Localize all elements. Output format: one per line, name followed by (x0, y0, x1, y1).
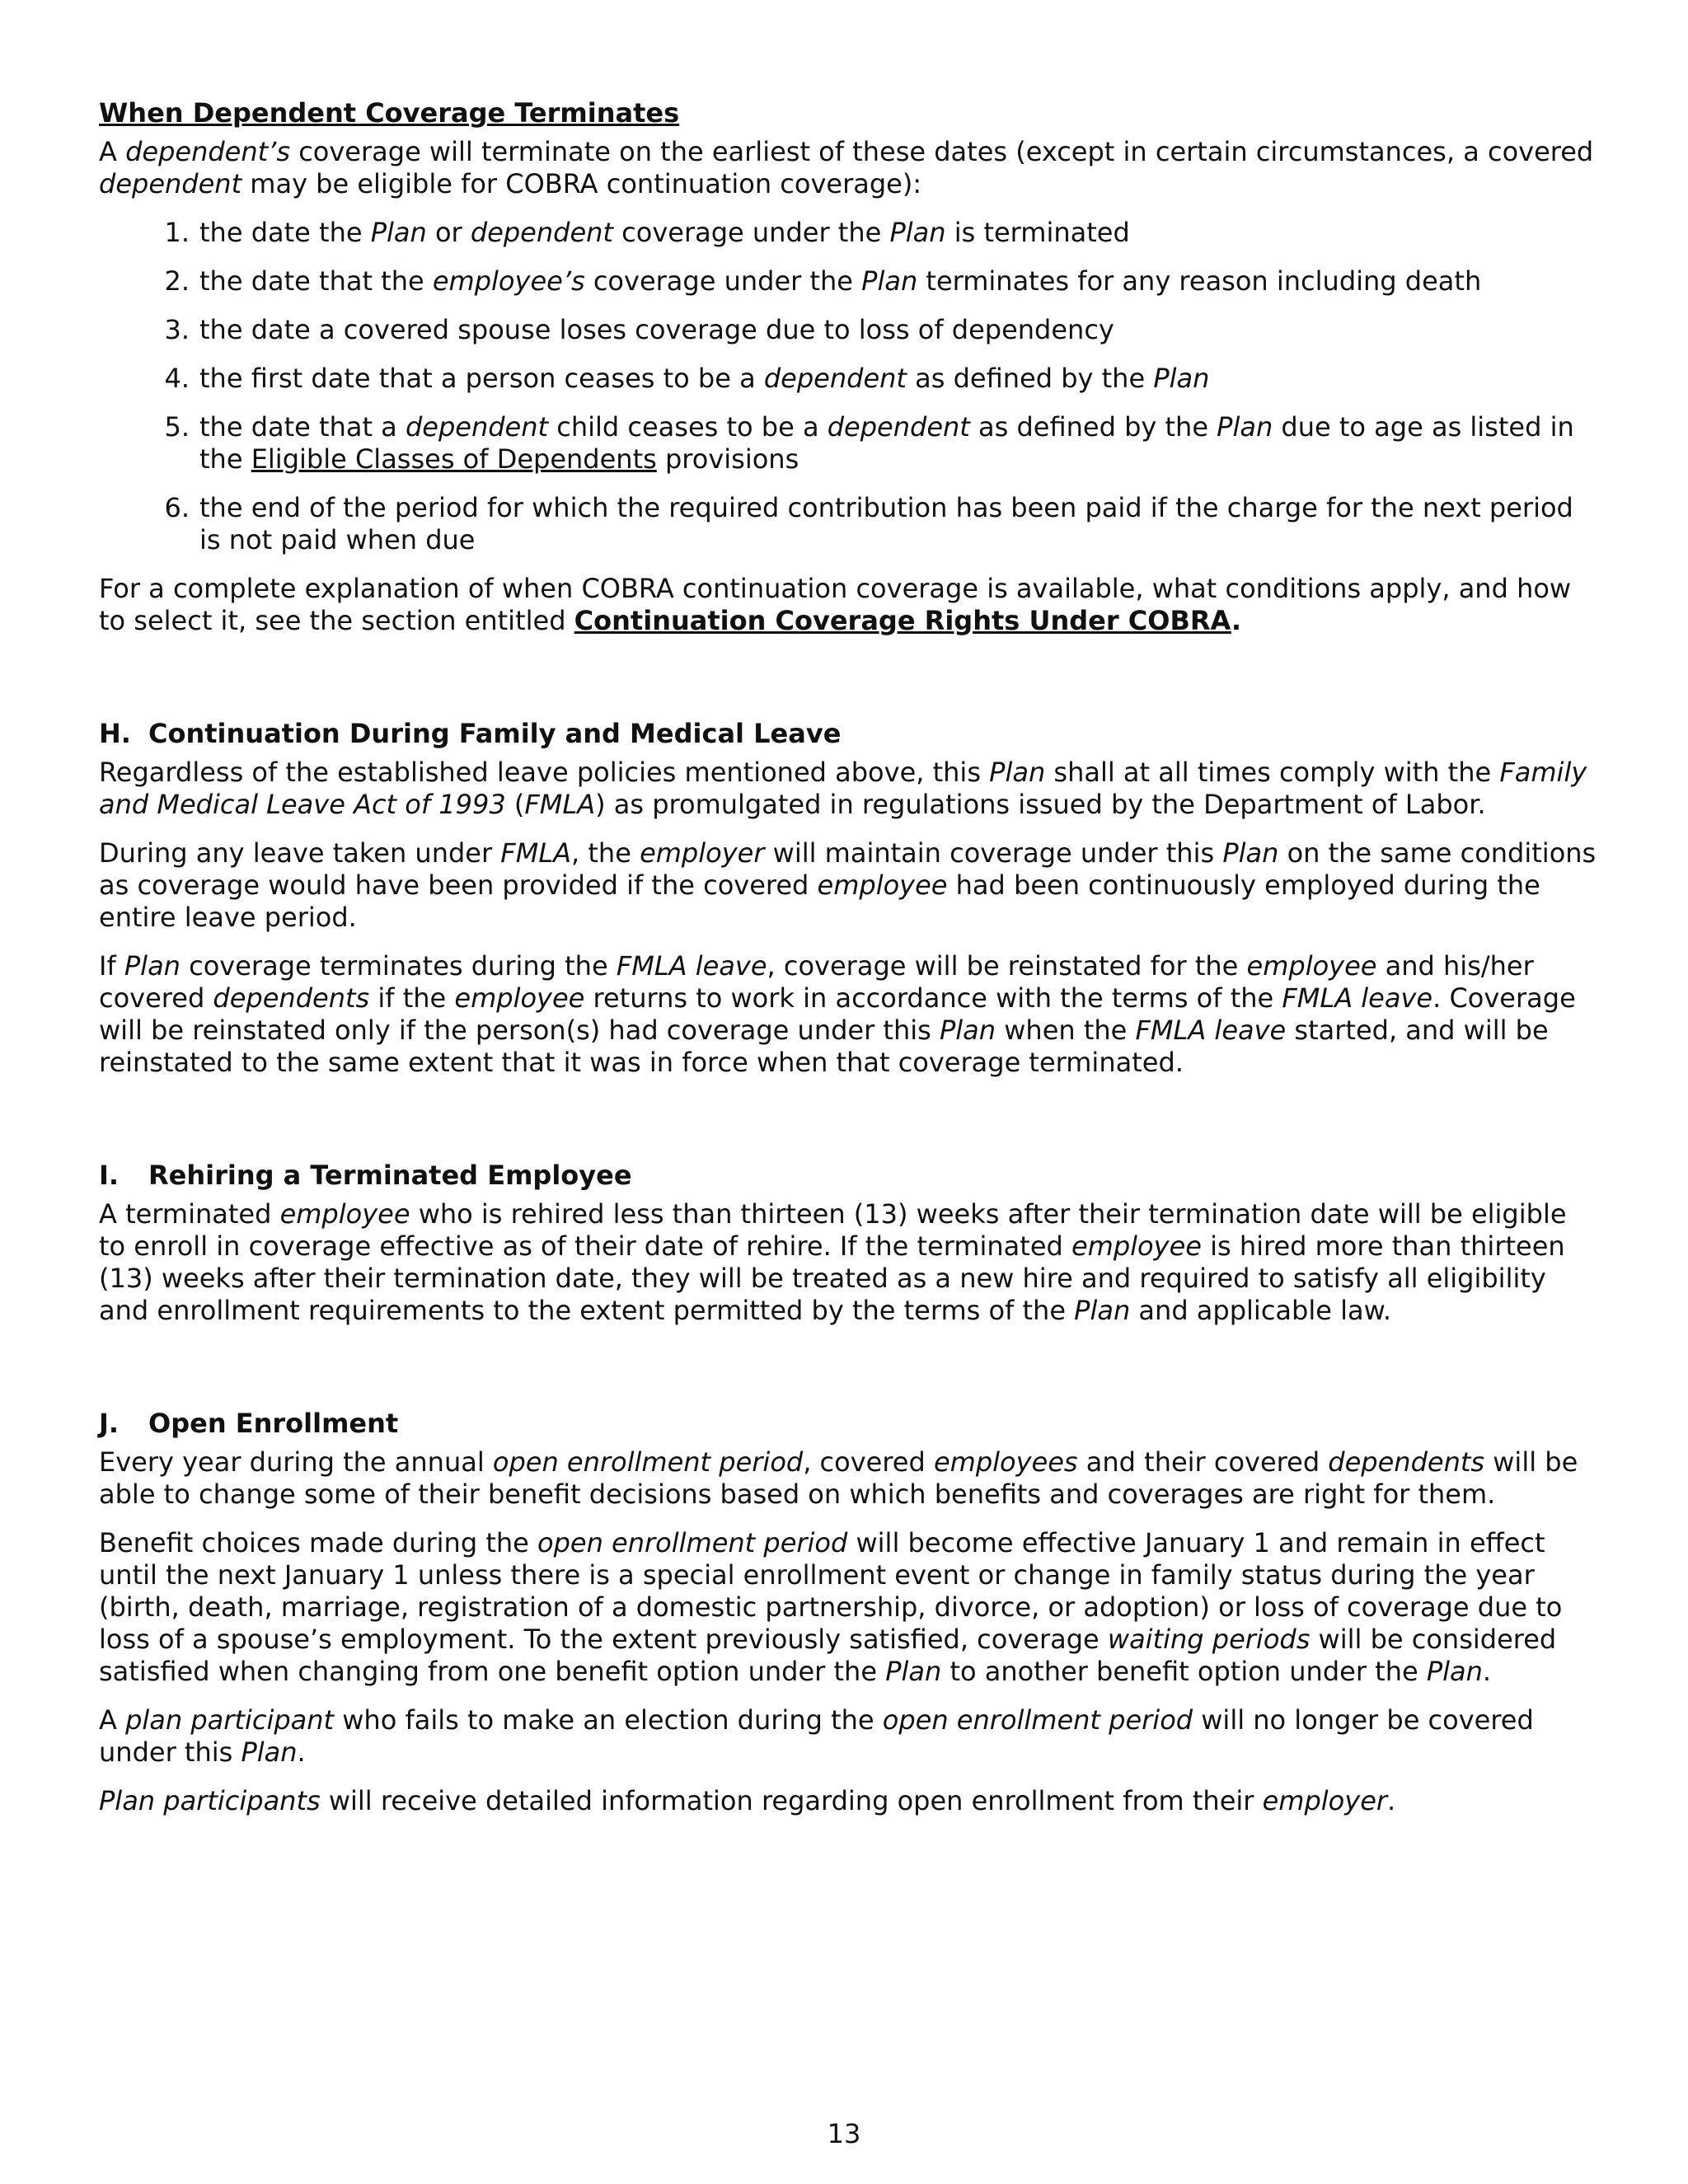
text-run: employee (454, 982, 585, 1014)
text-run: had been continuously employed during the entire leave period. (99, 869, 1540, 933)
text-run: Every year during the annual (99, 1446, 493, 1478)
dependent-termination-intro (99, 136, 1599, 200)
text-run: , the (571, 837, 640, 869)
list-number: 2. (164, 265, 190, 297)
list-item (99, 492, 1599, 556)
text-run: may be eligible for COBRA continuation coverage): (241, 168, 922, 199)
text-run: open enrollment period (882, 1704, 1193, 1736)
text-run: dependent (470, 217, 613, 248)
text-run: A (99, 1704, 126, 1736)
text-run: is hired more than thirteen (13) weeks after their termination date, they will be treated as a new hire and required to satisfy all eligibility and enrollment requirements to the extent permitted by the terms of the (99, 1230, 1565, 1326)
text-run: and applicable law. (1130, 1295, 1391, 1326)
text-run: Plan (885, 1656, 942, 1687)
text-run: employer (640, 837, 765, 869)
text-run: employee (817, 869, 948, 901)
text-run: employee (1246, 950, 1377, 982)
text-run: coverage will terminate on the earliest of these dates (except in certain circumstances, a covered (290, 136, 1594, 167)
text-run: who fails to make an election during the (334, 1704, 883, 1736)
text-run: Plan (1222, 837, 1279, 869)
page-number: 13 (827, 2118, 861, 2149)
cobra-note (99, 573, 1599, 637)
text-run: and his/her covered (99, 950, 1534, 1014)
text-run: will be considered satisfied when changing from one benefit option under the (99, 1624, 1557, 1687)
text-run: dependent (763, 363, 907, 394)
section-i-heading (99, 1160, 1599, 1192)
text-run: . (1231, 605, 1241, 636)
text-run: , coverage will be reinstated for the (767, 950, 1247, 982)
text-run: on the same conditions as coverage would have been provided if the covered (99, 837, 1597, 901)
text-run: For a complete explanation of when COBRA continuation coverage is available, what conditions apply, and how to select it, see the section entitled (99, 573, 1572, 636)
text-run: due to age as listed in the (199, 411, 1574, 475)
list-item (99, 411, 1599, 476)
text-run: Family and Medical Leave Act of 1993 (99, 757, 1587, 820)
section-h-paragraph (99, 757, 1599, 821)
text-run: will maintain coverage under this (764, 837, 1223, 869)
section-j-paragraph (99, 1446, 1599, 1511)
section-title: Rehiring a Terminated Employee (148, 1160, 632, 1191)
text-run: coverage under the (612, 217, 890, 248)
text-run: who is rehired less than thirteen (13) weeks after their termination date will be eligible to enroll in coverage effective as of their date of rehire. If the terminated (99, 1198, 1567, 1262)
text-run: Plan participants (99, 1785, 321, 1816)
text-run: , covered (803, 1446, 934, 1478)
section-title: Open Enrollment (148, 1408, 399, 1439)
text-run: Continuation Coverage Rights Under COBRA (574, 605, 1231, 636)
text-run: dependent (405, 411, 549, 443)
text-run: employees (933, 1446, 1078, 1478)
text-run: when the (996, 1015, 1136, 1046)
text-run: returns to work in accordance with the terms of the (584, 982, 1282, 1014)
section-j-paragraph (99, 1785, 1599, 1817)
dependent-termination-heading: When Dependent Coverage Terminates (99, 97, 680, 129)
text-run: FMLA leave (1135, 1015, 1287, 1046)
text-run: child ceases to be a (548, 411, 828, 443)
list-item-text (199, 265, 1481, 297)
list-item-text (199, 217, 1130, 248)
text-run: to another benefit option under the (941, 1656, 1427, 1687)
text-run: Plan (1217, 411, 1273, 443)
text-run: Plan (989, 757, 1046, 788)
section-label: J. (99, 1408, 120, 1439)
text-run: . (297, 1736, 306, 1768)
text-run: dependent (827, 411, 970, 443)
text-run: will become effective January 1 and remain in effect until the next January 1 unless there is a special enrollment event or change in family status during the year (birth, death, marriage, registration of a domestic partnership, divorce, or adoption) or loss of coverage due to loss of a spouse’s employment. To the extent previously satisfied, coverage (99, 1527, 1563, 1655)
text-run: employee (279, 1198, 410, 1230)
text-run: as defined by the (906, 363, 1154, 394)
text-run: dependent’s (125, 136, 291, 167)
text-run: employee’s (432, 265, 585, 297)
section-i-paragraph (99, 1198, 1599, 1327)
termination-dates-list (99, 217, 1599, 556)
text-run: will receive detailed information regarding open enrollment from their (320, 1785, 1263, 1816)
text-run: FMLA leave (1282, 982, 1433, 1014)
text-run: or (426, 217, 471, 248)
text-run: provisions (656, 443, 799, 475)
text-run: the date a covered spouse loses coverage due to loss of dependency (199, 314, 1114, 345)
list-number: 3. (164, 314, 190, 345)
text-run: the date that a (199, 411, 406, 443)
text-run: ) as promulgated in regulations issued by the Department of Labor. (595, 789, 1486, 820)
text-run: FMLA (500, 837, 572, 869)
text-run: Regardless of the established leave policies mentioned above, this (99, 757, 990, 788)
list-number: 5. (164, 411, 190, 443)
text-run: Plan (241, 1736, 298, 1768)
text-run: the date the (199, 217, 371, 248)
text-run: waiting periods (1107, 1624, 1311, 1655)
text-run: Plan (889, 217, 946, 248)
text-run: the end of the period for which the required contribution has been paid if the charge for the next period is not paid when due (199, 492, 1573, 555)
text-run: is terminated (945, 217, 1130, 248)
section-h-paragraph (99, 837, 1599, 934)
list-item (99, 265, 1599, 298)
text-run: and their covered (1077, 1446, 1329, 1478)
list-item-text (199, 363, 1209, 394)
text-run: dependents (1328, 1446, 1485, 1478)
text-run: A (99, 136, 126, 167)
section-label: H. (99, 718, 131, 749)
text-run: employee (1071, 1230, 1202, 1262)
text-run: open enrollment period (537, 1527, 848, 1558)
document-page (99, 97, 1599, 1834)
text-run: started, and will be reinstated to the same extent that it was in force when that coverage terminated. (99, 1015, 1549, 1078)
text-run: as defined by the (969, 411, 1217, 443)
text-run: if the (369, 982, 455, 1014)
text-run: . (1482, 1656, 1492, 1687)
text-run: coverage under the (584, 265, 862, 297)
list-item (99, 314, 1599, 346)
text-run: Eligible Classes of Dependents (251, 443, 657, 475)
section-j-paragraph (99, 1704, 1599, 1769)
text-run: will no longer be covered under this (99, 1704, 1534, 1768)
list-item (99, 363, 1599, 395)
text-run: employer (1262, 1785, 1388, 1816)
text-run: Plan (861, 265, 918, 297)
section-j-paragraph (99, 1527, 1599, 1688)
text-run: Plan (370, 217, 427, 248)
list-item-text (199, 314, 1114, 345)
text-run: FMLA (524, 789, 596, 820)
text-run: Plan (1153, 363, 1210, 394)
text-run: plan participant (125, 1704, 335, 1736)
text-run: During any leave taken under (99, 837, 501, 869)
list-number: 4. (164, 363, 190, 394)
text-run: the date that the (199, 265, 433, 297)
text-run: Plan (1074, 1295, 1131, 1326)
text-run: open enrollment period (492, 1446, 804, 1478)
text-run: If (99, 950, 124, 982)
text-run: A terminated (99, 1198, 280, 1230)
text-run: . (1387, 1785, 1396, 1816)
text-run: Plan (124, 950, 181, 982)
text-run: . Coverage will be reinstated only if the person(s) had coverage under this (99, 982, 1576, 1046)
section-j-heading (99, 1408, 1599, 1440)
text-run: the first date that a person ceases to be a (199, 363, 764, 394)
list-item (99, 217, 1599, 249)
text-run: will be able to change some of their benefit decisions based on which benefits and coverages are right for them. (99, 1446, 1578, 1510)
text-run: Plan (939, 1015, 996, 1046)
section-h-paragraph (99, 950, 1599, 1079)
list-number: 6. (164, 492, 190, 523)
list-item-text (199, 492, 1573, 555)
text-run: coverage terminates during the (180, 950, 617, 982)
section-title: Continuation During Family and Medical Leave (148, 718, 842, 749)
text-run: ( (505, 789, 525, 820)
list-number: 1. (164, 217, 190, 248)
section-label: I. (99, 1160, 120, 1191)
text-run: Plan (1426, 1656, 1483, 1687)
list-item-text (199, 411, 1574, 475)
text-run: FMLA leave (616, 950, 767, 982)
text-run: dependents (213, 982, 370, 1014)
text-run: shall at all times comply with the (1045, 757, 1500, 788)
text-run: dependent (99, 168, 242, 199)
text-run: Benefit choices made during the (99, 1527, 537, 1558)
text-run: terminates for any reason including death (917, 265, 1482, 297)
section-h-heading (99, 718, 1599, 750)
